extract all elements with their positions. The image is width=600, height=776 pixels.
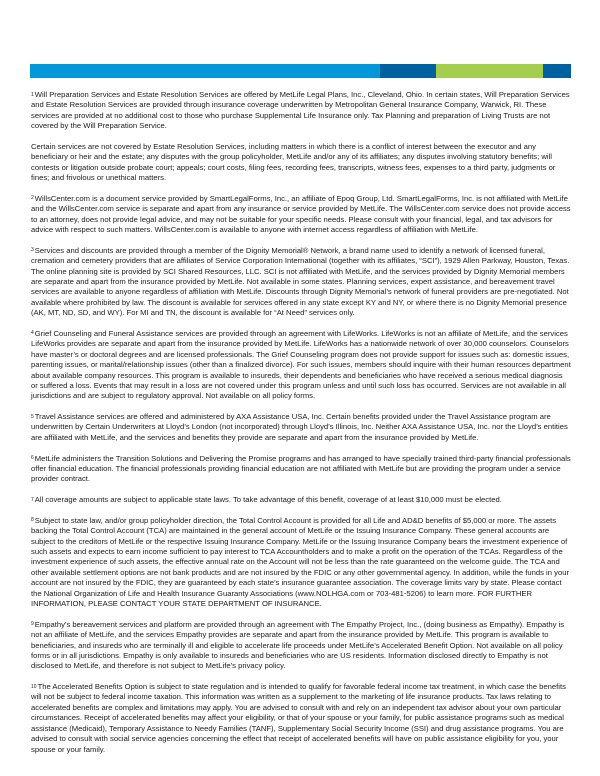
footnote-8: [31, 516, 571, 610]
footnote-text: Certain services are not covered by Estate Resolution Services, including matters in which there is a conflict of interest between the executor and any beneficiary or heir and the estate; any disputes with the group policyholder, MetLife and/or any of its affiliates; any disputes involving statutory benefits; will contests or litigation outside probate court; appeals; court costs, filing fees, recording fees, transcripts, witness fees, expenses to a third party, judgments or fines; and frivolous or unethical matters.: [31, 141, 556, 183]
footnote-number: 5: [31, 413, 34, 420]
footnote-number: 4: [31, 330, 34, 337]
color-bar-segment-dark-blue: [380, 64, 436, 78]
footnote-2: [31, 194, 571, 236]
footnote-text: All coverage amounts are subject to applicable state laws. To take advantage of this benefit, coverage of at least $10,000 must be elected.: [34, 495, 502, 505]
footnote-text: WillsCenter.com is a document service provided by SmartLegalForms, Inc., an affiliate of Epoq Group, Ltd. SmartLegalForms, Inc. is not affiliated with MetLife and the WillsCenter.com service is separate and apart from any insurance or service provided by MetLife. The WillsCenter.com service does not provide access to an attorney, does not provide legal advice, and may not be suitable for your specific needs. Please consult with your financial, legal, and tax advisors for advice with respect to such matters. WillsCenter.com is available to anyone with internet access regardless of affiliation with MetLife.: [31, 193, 571, 235]
footnote-5: [31, 412, 571, 443]
footnote-text: The Accelerated Benefits Option is subject to state regulation and is intended to qualify for favorable federal income tax treatment, in which case the benefits will not be subject to federal income taxation. This information was written as a supplement to the marketing of life insurance products. Tax laws relating to accelerated benefits are complex and limitations may apply. You are advised to consult with and rely on an independent tax advisor about your own particular circumstances. Receipt of accelerated benefits may affect your eligibility, or that of your spouse or your family, for public assistance programs such as medical assistance (Medicaid), Temporary Assistance to Needy Families (TANF), Supplementary Social Security Income (SSI) and drug assistance programs. You are advised to consult with social service agencies concerning the effect that receipt of accelerated benefits will have on public assistance eligibility for you, your spouse or your family.: [31, 682, 566, 754]
footnote-number: 6: [31, 455, 34, 462]
footnotes-section: [31, 90, 571, 765]
color-bar-segment-dark-blue-end: [543, 64, 571, 78]
footnote-9: [31, 620, 571, 672]
footnote-number: 3: [31, 247, 34, 254]
footnote-number: 10: [31, 683, 37, 690]
footnote-4: [31, 329, 571, 402]
footnote-number: 8: [31, 517, 34, 524]
footnote-number: 9: [31, 621, 34, 628]
footnote-7: [31, 495, 571, 505]
footnote-text: Subject to state law, and/or group policyholder direction, the Total Control Account is provided for all Life and AD&D benefits of $5,000 or more. The assets backing the Total Control Account (TCA) are maintained in the general account of MetLife or the Issuing Insurance Company. These general accounts are subject to the creditors of MetLife or the respective Issuing Insurance Company. MetLife or the Issuing Insurance Company bears the investment experience of such assets and expects to earn income sufficient to pay interest to TCA Accountholders and to make a profit on the operation of the TCAs. Regardless of the investment experience of such assets, the effective annual rate on the Account will not be less than the rate guaranteed on the welcome guide. The TCA and other available settlement options are not bank products and are not insured by the FDIC or any other governmental agency. In addition, while the funds in your account are not insured by the FDIC, they are guaranteed by each state’s insurance guarantee association. The coverage limits vary by state. Please contact the National Organization of Life and Health Insurance Guaranty Associations (www.NOLHGA.com or 703-481-5206) to learn more. FOR FURTHER INFORMATION, PLEASE CONTACT YOUR STATE DEPARTMENT OF INSURANCE.: [31, 515, 569, 609]
footnote-3: [31, 246, 571, 319]
header-color-bar: [30, 64, 571, 78]
footnote-text: Travel Assistance services are offered and administered by AXA Assistance USA, Inc. Certain benefits provided under the Travel Assistance program are underwritten by Certain Underwriters at Lloyd’s London (not incorporated) through Lloyd’s Illinois, Inc. Neither AXA Assistance USA, Inc. nor the Lloyd’s entities are affiliated with MetLife, and the services and benefits they provide are separate and apart from the insurance provided by MetLife.: [31, 412, 568, 442]
footnote-text: Grief Counseling and Funeral Assistance services are provided through an agreement with LifeWorks. LifeWorks is not an affiliate of MetLife, and the services LifeWorks provides are separate and apart from the insurance provided by MetLife. LifeWorks has a nationwide network of over 30,000 counselors. Counselors have master’s or doctoral degrees and are licensed professionals. The Grief Counseling program does not provide support for issues such as: domestic issues, parenting issues, or marital/relationship issues (other than a finalized divorce). For such issues, members should inquire with their human resources department about available company resources. This program is available to insureds, their dependents and beneficiaries who have received a serious medical diagnosis or suffered a loss. Events that may result in a loss are not covered under this program unless and until such loss has occurred. Services are not available in all jurisdictions and are subject to regulatory approval. Not available on all policy forms.: [31, 328, 571, 401]
footnote-text: Services and discounts are provided through a member of the Dignity Memorial® Network, a brand name used to identify a network of licensed funeral, cremation and cemetery providers that are affiliates of Service Corporation International (together with its affiliates, “SCI”), 1929 Allen Parkway, Houston, Texas. The online planning site is provided by SCI Shared Resources, LLC. SCI is not affiliated with MetLife, and the services provided by Dignity Memorial members are separate and apart from the insurance provided by MetLife. Not available in some states. Planning services, expert assistance, and bereavement travel services are available to anyone regardless of affiliation with MetLife. Discounts through Dignity Memorial’s network of funeral providers are pre-negotiated. Not available where prohibited by law. The discount is available for services offered in any state except KY and NY, or where there is no Dignity Memorial presence (AK, MT, ND, SD, and WY). For MI and TN, the discount is available for “At Need” services only.: [31, 245, 570, 318]
footnote-6: [31, 454, 571, 485]
footnote-number: 7: [31, 496, 34, 503]
footnote-1-exclusions: [31, 142, 571, 184]
footnote-number: 1: [31, 91, 34, 98]
footnote-text: Will Preparation Services and Estate Resolution Services are offered by MetLife Legal Plans, Inc., Cleveland, Ohio. In certain states, Will Preparation Services and Estate Resolution Services are provided through insurance coverage underwritten by Metropolitan General Insurance Company, Warwick, RI. These services are provided at no additional cost to those who purchase Supplemental Life Insurance only. Tax Planning and preparation of Living Trusts are not covered by the Will Preparation Service.: [31, 90, 570, 131]
footnote-text: Empathy’s bereavement services and platform are provided through an agreement with The Empathy Project, Inc., (doing business as Empathy). Empathy is not an affiliate of MetLife, and the services Empathy provides are separate and apart from the insurance provided by MetLife. This program is available to beneficiaries, and insureds who are terminally ill and eligible to accelerate life proceeds under MetLife’s Accelerated Benefit Option. Not available on all policy forms or in all jurisdictions. Empathy is only available to insureds and beneficiaries who are US residents. Information disclosed directly to Empathy is not disclosed to MetLife, and therefore is not subject to MetLife’s privacy policy.: [31, 619, 565, 671]
color-bar-segment-light-blue: [30, 64, 380, 78]
footnote-text: MetLife administers the Transition Solutions and Delivering the Promise programs and has arranged to have specially trained third-party financial professionals offer financial education. The financial professionals providing financial education are not affiliated with MetLife but are providing the program under a service provider contract.: [31, 453, 571, 484]
footnote-1: [31, 90, 571, 132]
color-bar-segment-green: [436, 64, 543, 78]
footnote-number: 2: [31, 195, 34, 202]
footnote-10: [31, 682, 571, 755]
